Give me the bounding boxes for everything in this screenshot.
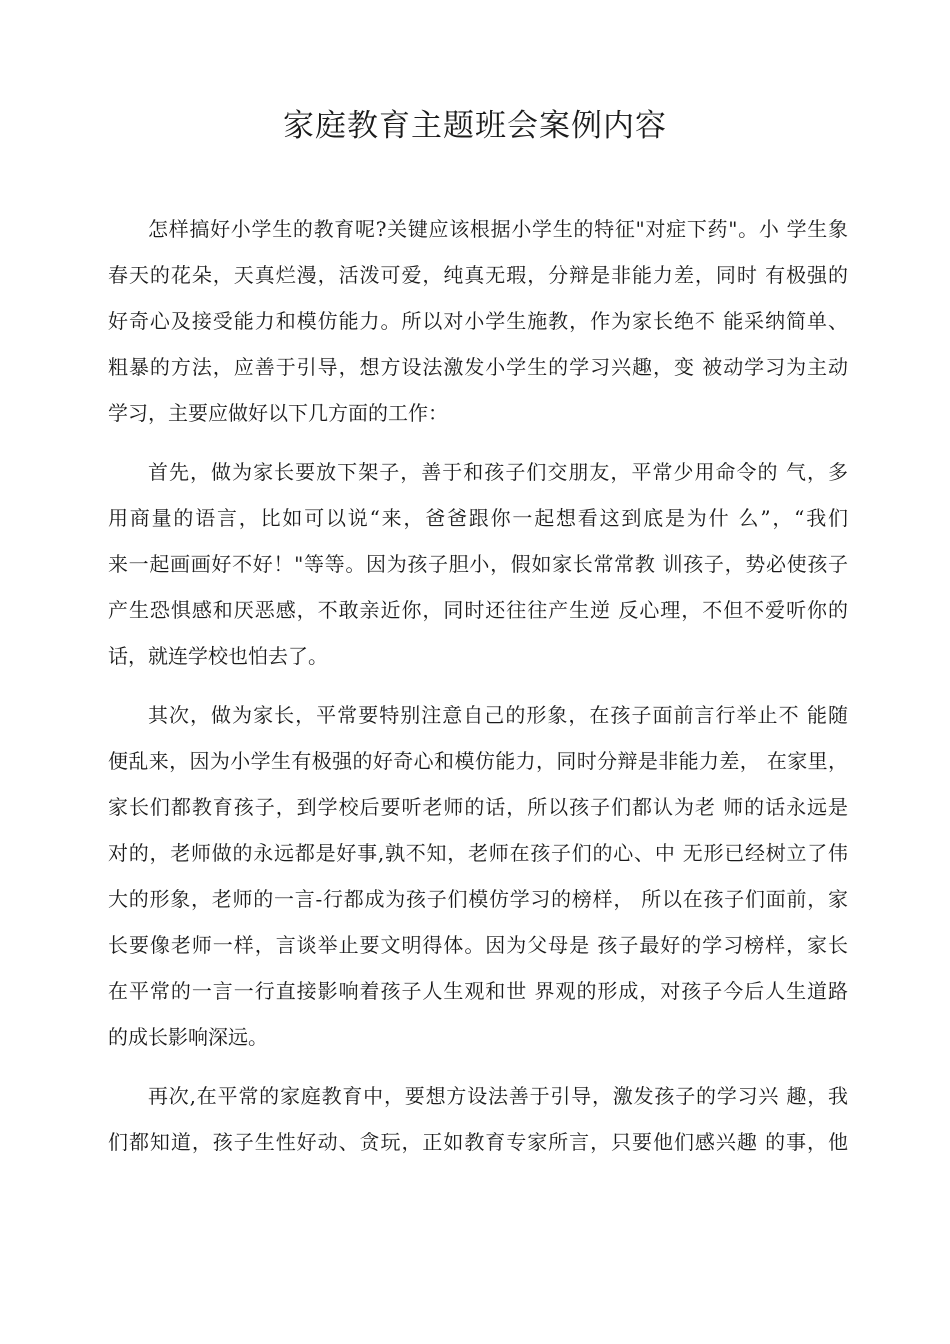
text-line: 来一起画画好不好！"等等。因为孩子胆小，假如家长常常教 训孩子，势必使孩子 (108, 552, 848, 576)
text-line: 首先，做为家长要放下架子，善于和孩子们交朋友，平常少用命令的 气，多 (148, 460, 848, 484)
text-line: 话，就连学校也怕去了。 (108, 644, 328, 668)
text-line: 的成长影响深远。 (108, 1025, 268, 1049)
paragraph (108, 692, 848, 1060)
text-line: 其次，做为家长，平常要特别注意自己的形象，在孩子面前言行举止不 能随 (148, 703, 848, 727)
text-line: 长要像老师一样，言谈举止要文明得体。因为父母是 孩子最好的学习榜样，家长 (108, 933, 848, 957)
text-line: 再次,在平常的家庭教育中，要想方设法善于引导，激发孩子的学习兴 趣，我 (148, 1084, 848, 1108)
document-body (108, 206, 848, 1165)
text-line: 好奇心及接受能力和模仿能力。所以对小学生施教，作为家长绝不 能采纳简单、 (108, 309, 848, 333)
document-title: 家庭教育主题班会案例内容 (283, 108, 667, 144)
text-line: 在平常的一言一行直接影响着孩子人生观和世 界观的形成，对孩子今后人生道路 (108, 979, 848, 1003)
text-line: 用商量的语言，比如可以说“来，爸爸跟你一起想看这到底是为什 么”，“我们 (108, 506, 848, 530)
text-line: 产生恐惧感和厌恶感，不敢亲近你，同时还往往产生逆 反心理，不但不爱听你的 (108, 598, 848, 622)
text-line: 大的形象，老师的一言-行都成为孩子们模仿学习的榜样， 所以在孩子们面前，家 (108, 887, 848, 911)
text-line: 便乱来，因为小学生有极强的好奇心和模仿能力，同时分辩是非能力差， 在家里， (108, 749, 848, 773)
text-line: 家长们都教育孩子，到学校后要听老师的话，所以孩子们都认为老 师的话永远是 (108, 795, 848, 819)
text-line: 学习，主要应做好以下几方面的工作： (108, 401, 448, 425)
text-line: 们都知道，孩子生性好动、贪玩，正如教育专家所言，只要他们感兴趣 的事，他 (108, 1130, 848, 1154)
paragraph (108, 449, 848, 679)
paragraph (108, 206, 848, 436)
text-line: 粗暴的方法，应善于引导，想方设法激发小学生的学习兴趣，变 被动学习为主动 (108, 355, 848, 379)
paragraph (108, 1073, 848, 1165)
text-line: 春天的花朵，天真烂漫，活泼可爱，纯真无瑕，分辩是非能力差，同时 有极强的 (108, 263, 848, 287)
text-line: 怎样搞好小学生的教育呢?关键应该根据小学生的特征"对症下药"。小 学生象 (148, 217, 848, 241)
text-line: 对的，老师做的永远都是好事,孰不知，老师在孩子们的心、中 无形已经树立了伟 (108, 841, 848, 865)
